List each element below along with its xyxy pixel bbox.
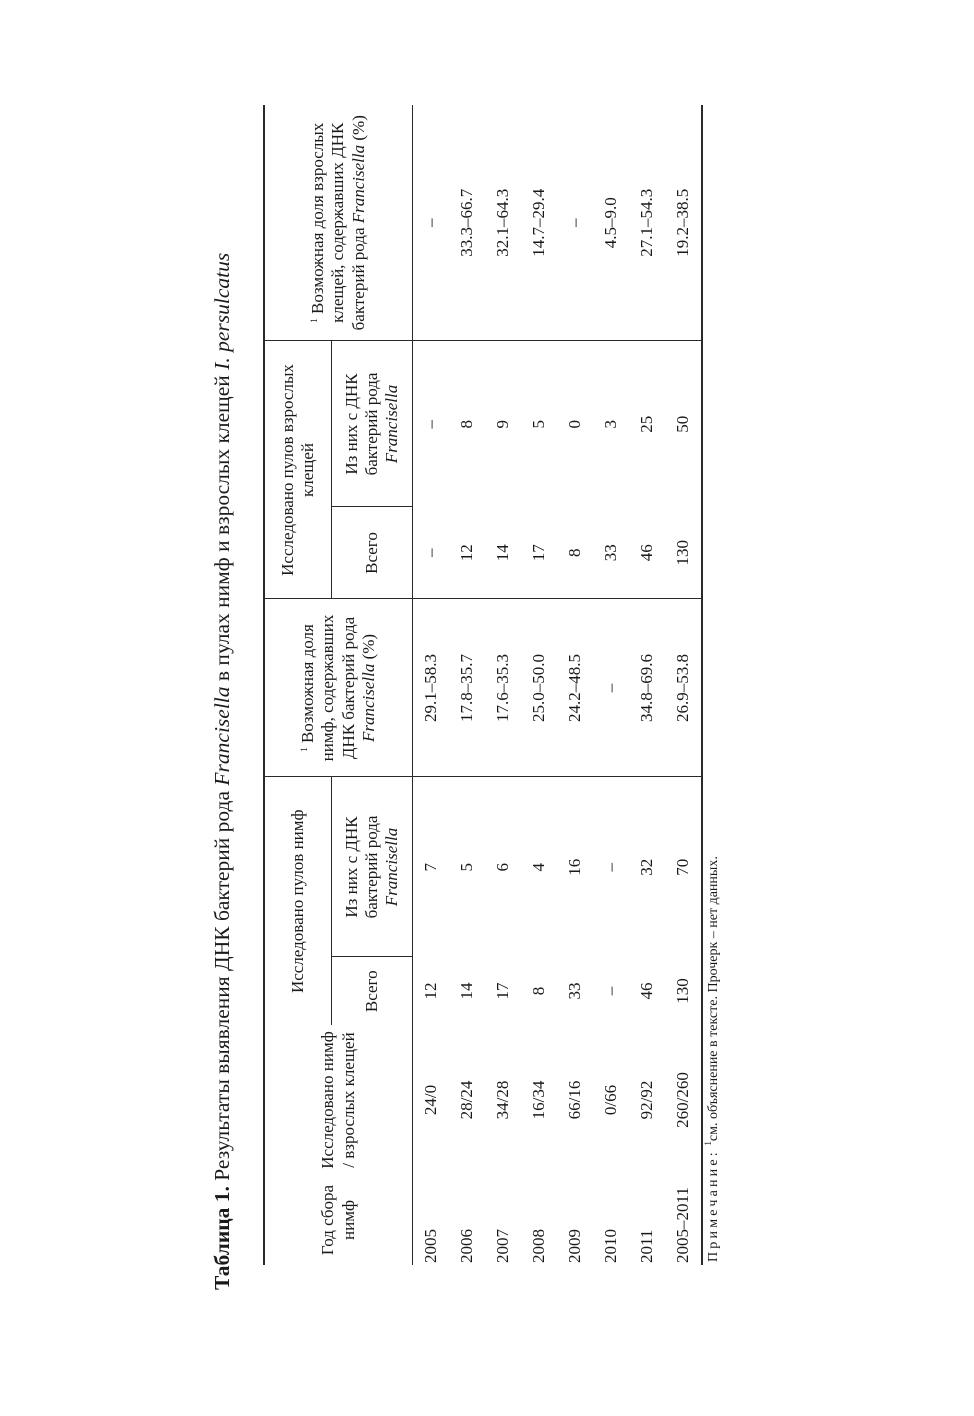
cell-nymph-total: –	[600, 986, 620, 996]
cell-nymph-positive: 16	[564, 858, 584, 876]
cell-adult-share: –	[413, 105, 450, 341]
cell-nymph-total: 17	[492, 982, 512, 1000]
note-label: Примечание:	[706, 1149, 721, 1262]
cell-nymph-total: 33	[564, 982, 584, 1000]
header-nymph-total: Всего	[332, 957, 413, 1025]
header-examined: Исследовано нимф / взрослых клещей	[264, 1025, 413, 1175]
cell-adult-total: 17	[521, 507, 557, 599]
header-adult-positive-genus: Francisella	[382, 384, 402, 464]
cell-examined: 92/92	[636, 1080, 656, 1120]
cell-adult-positive: 50	[665, 341, 702, 507]
table-row	[665, 105, 702, 1265]
header-nymph-share-genus: Francisella	[358, 663, 378, 743]
cell-nymph-share: 17.6–35.3	[485, 599, 521, 777]
header-nymph-pools: Исследовано пулов нимф	[264, 777, 332, 1025]
cell-adult-share: 32.1–64.3	[485, 105, 521, 341]
cell-nymph-positive: 7	[420, 863, 440, 872]
cell-examined: 34/28	[492, 1080, 512, 1120]
cell-examined: 24/0	[420, 1084, 440, 1116]
header-nymph-share-prefix: Возможная доля нимф, содержавших ДНК бактерий рода	[298, 614, 358, 762]
header-adult-share-suffix: (%)	[348, 115, 368, 141]
cell-adult-total: –	[413, 507, 450, 599]
footnote-mark: 1	[703, 1141, 713, 1146]
cell-adult-share: 14.7–29.4	[521, 105, 557, 341]
table-row	[593, 105, 629, 1265]
cell-nymph-total: 14	[456, 982, 476, 1000]
cell-adult-positive: –	[420, 419, 440, 429]
cell-year: 2005	[420, 1229, 440, 1263]
header-row-1	[264, 105, 332, 1265]
header-adult-positive-prefix: Из них с ДНК бактерий рода	[341, 372, 381, 476]
note-text: см. объяснение в тексте. Прочерк – нет данных.	[706, 856, 721, 1142]
cell-examined: 16/34	[528, 1080, 548, 1120]
cell-adult-total: 33	[593, 507, 629, 599]
header-adult-share	[264, 105, 413, 341]
cell-nymph-share: 26.9–53.8	[665, 599, 702, 777]
cell-examined: 0/66	[600, 1084, 620, 1116]
cell-adult-total: 14	[485, 507, 521, 599]
cell-nymph-positive: 4	[528, 863, 548, 872]
cell-adult-positive: 0	[564, 419, 584, 429]
cell-adult-share: –	[557, 105, 593, 341]
cell-adult-positive: 25	[636, 415, 656, 433]
cell-nymph-total: 12	[420, 982, 440, 1000]
table-row	[521, 105, 557, 1265]
cell-nymph-total: 130	[665, 957, 702, 1025]
cell-year: 2006	[456, 1229, 476, 1263]
caption-text-middle: в пулах нимф и взрослых клещей	[210, 369, 234, 687]
cell-adult-positive: 9	[492, 419, 512, 429]
cell-nymph-share: 34.8–69.6	[629, 599, 665, 777]
cell-nymph-positive: 6	[492, 863, 512, 872]
cell-year: 2008	[528, 1229, 548, 1263]
cell-adult-total: 12	[449, 507, 485, 599]
results-table	[263, 105, 703, 1265]
caption-label: Таблица 1.	[210, 1186, 234, 1290]
table-caption	[202, 100, 242, 1290]
cell-nymph-positive: 32	[636, 858, 656, 876]
table-row	[413, 105, 450, 1265]
header-year: Год сбора нимф	[264, 1175, 413, 1265]
cell-year: 2009	[564, 1229, 584, 1263]
cell-adult-positive: 5	[528, 419, 548, 429]
footnote-mark: 1	[299, 747, 310, 752]
header-nymph-share-suffix: (%)	[358, 633, 378, 660]
header-adult-total: Всего	[332, 507, 413, 599]
cell-examined: 66/16	[564, 1080, 584, 1120]
cell-nymph-positive: –	[600, 863, 620, 872]
cell-adult-positive: 3	[600, 419, 620, 429]
cell-adult-positive: 8	[456, 419, 476, 429]
table-row	[449, 105, 485, 1265]
header-adult-share-genus: Francisella	[348, 144, 368, 224]
cell-adult-total: 8	[557, 507, 593, 599]
cell-nymph-positive: 5	[456, 863, 476, 872]
cell-year: 2010	[600, 1229, 620, 1263]
header-adult-positive	[332, 341, 413, 507]
cell-nymph-positive: 70	[665, 777, 702, 957]
cell-nymph-total: 46	[636, 982, 656, 1000]
cell-year: 2005–2011	[665, 1175, 702, 1265]
rotated-page	[202, 100, 732, 1290]
cell-adult-share: 33.3–66.7	[449, 105, 485, 341]
table-note	[698, 112, 724, 1262]
cell-adult-total: 130	[665, 507, 702, 599]
footnote-mark: 1	[309, 318, 320, 323]
cell-nymph-share: 24.2–48.5	[557, 599, 593, 777]
cell-examined: 260/260	[665, 1025, 702, 1175]
table-row	[557, 105, 593, 1265]
cell-examined: 28/24	[456, 1080, 476, 1120]
cell-nymph-share: –	[593, 599, 629, 777]
header-nymph-positive-prefix: Из них с ДНК бактерий рода	[341, 815, 381, 919]
header-adult-pools: Исследовано пулов взрослых клещей	[264, 341, 332, 599]
caption-species: I. persulcatus	[210, 252, 234, 370]
header-nymph-positive-genus: Francisella	[382, 827, 402, 907]
header-nymph-share	[264, 599, 413, 777]
header-nymph-positive	[332, 777, 413, 957]
table-row	[485, 105, 521, 1265]
caption-genus: Francisella	[210, 686, 234, 786]
table-row	[629, 105, 665, 1265]
cell-nymph-total: 8	[528, 986, 548, 996]
cell-year: 2007	[492, 1229, 512, 1263]
cell-nymph-share: 25.0–50.0	[521, 599, 557, 777]
cell-adult-share: 19.2–38.5	[665, 105, 702, 341]
cell-adult-total: 46	[629, 507, 665, 599]
cell-nymph-share: 29.1–58.3	[413, 599, 450, 777]
cell-adult-share: 4.5–9.0	[593, 105, 629, 341]
cell-year: 2011	[636, 1229, 656, 1263]
cell-nymph-share: 17.8–35.7	[449, 599, 485, 777]
caption-text-before: Результаты выявления ДНК бактерий рода	[210, 785, 234, 1187]
header-adult-share-prefix: Возможная доля взрослых клещей, содержавших ДНК бактерий рода	[308, 122, 368, 331]
cell-adult-share: 27.1–54.3	[629, 105, 665, 341]
